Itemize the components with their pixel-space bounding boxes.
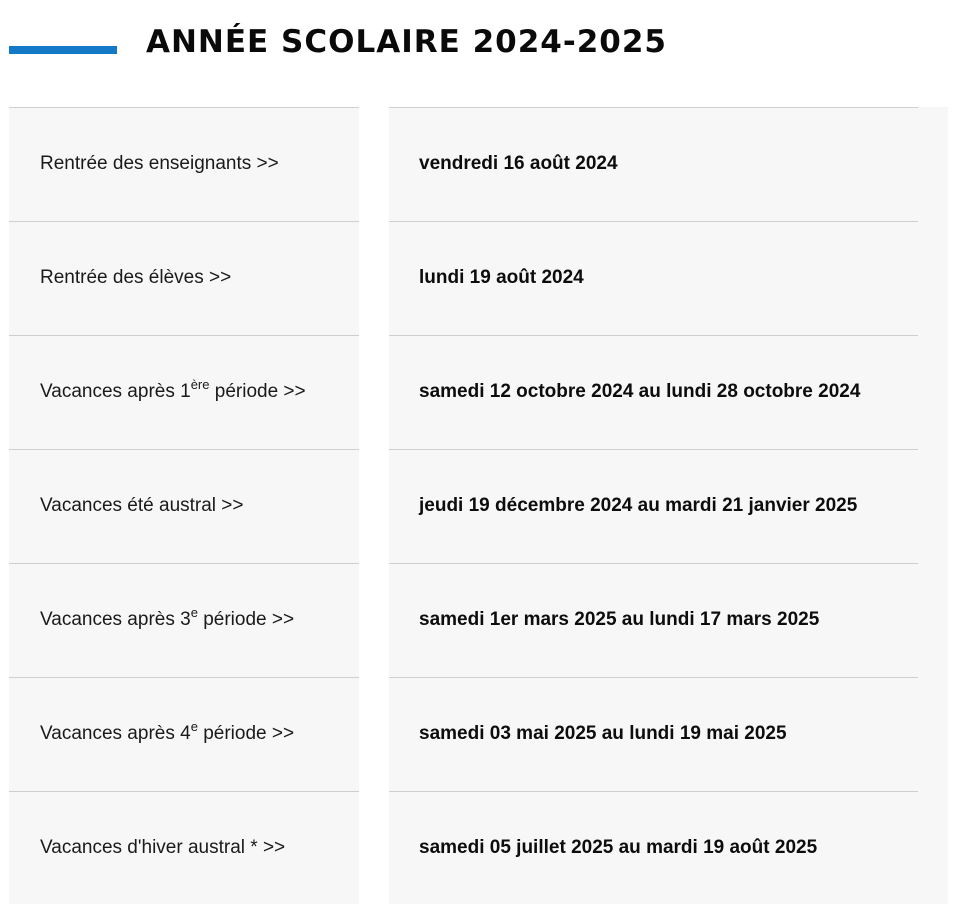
row-divider [9, 563, 359, 564]
table-row [9, 677, 948, 791]
event-link-vacances-hiver-austral[interactable]: Vacances d'hiver austral * >> [40, 837, 286, 858]
row-divider [9, 335, 359, 336]
row-divider [389, 335, 918, 336]
event-link-rentree-eleves[interactable]: Rentrée des élèves >> [40, 267, 232, 288]
event-date: samedi 1er mars 2025 au lundi 17 mars 2025 [419, 609, 820, 630]
row-divider [389, 221, 918, 222]
page-header [0, 0, 966, 90]
row-divider [389, 449, 918, 450]
table-row [9, 107, 948, 221]
row-divider [389, 677, 918, 678]
table-row [9, 563, 948, 677]
row-divider [9, 677, 359, 678]
row-divider [9, 221, 359, 222]
row-divider [9, 791, 359, 792]
event-date: vendredi 16 août 2024 [419, 153, 618, 174]
event-link-vacances-periode-1[interactable]: Vacances après 1ère période >> [40, 377, 306, 402]
event-date: lundi 19 août 2024 [419, 267, 584, 288]
row-divider [389, 107, 918, 108]
table-row [9, 449, 948, 563]
event-link-rentree-enseignants[interactable]: Rentrée des enseignants >> [40, 153, 279, 174]
table-row [9, 335, 948, 449]
school-calendar-table [9, 107, 948, 904]
event-date: samedi 03 mai 2025 au lundi 19 mai 2025 [419, 723, 787, 744]
event-date: samedi 12 octobre 2024 au lundi 28 octobre 2024 [419, 381, 861, 402]
page-title: ANNÉE SCOLAIRE 2024-2025 [146, 24, 667, 60]
event-link-vacances-ete-austral[interactable]: Vacances été austral >> [40, 495, 244, 516]
title-accent-bar [9, 46, 117, 54]
table-row [9, 791, 948, 905]
table-row [9, 221, 948, 335]
event-link-vacances-periode-3[interactable]: Vacances après 3e période >> [40, 605, 295, 630]
row-divider [9, 107, 359, 108]
event-link-vacances-periode-4[interactable]: Vacances après 4e période >> [40, 719, 295, 744]
event-date: samedi 05 juillet 2025 au mardi 19 août 2025 [419, 837, 818, 858]
row-divider [9, 449, 359, 450]
event-date: jeudi 19 décembre 2024 au mardi 21 janvier 2025 [419, 495, 858, 516]
row-divider [389, 791, 918, 792]
row-divider [389, 563, 918, 564]
